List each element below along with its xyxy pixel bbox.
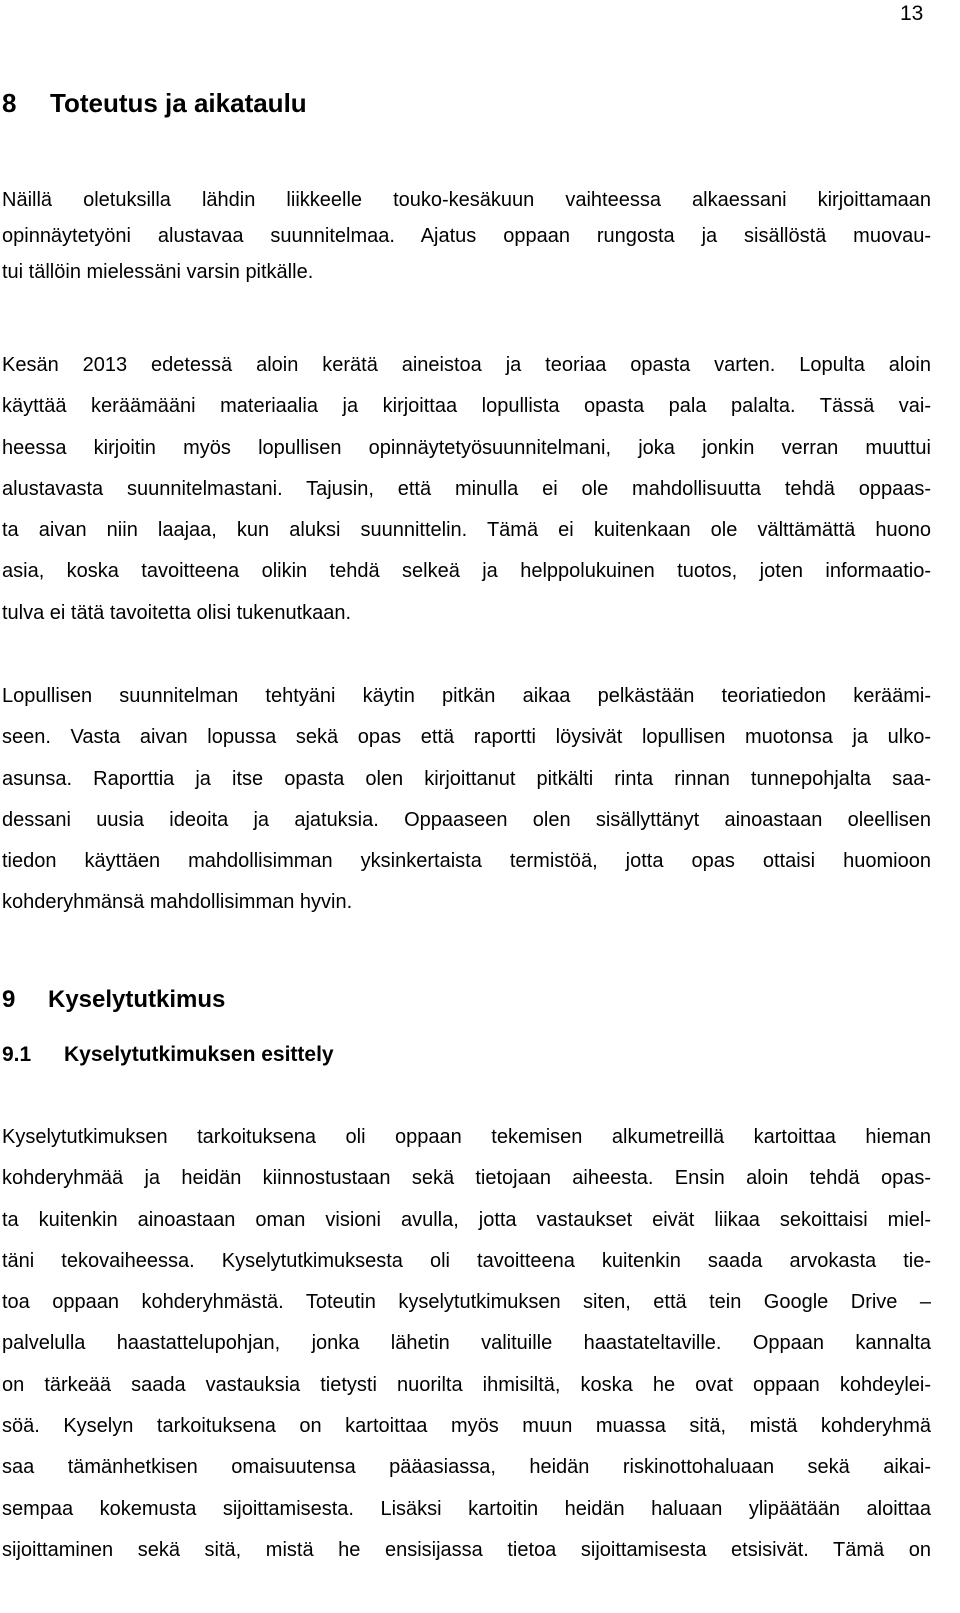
paragraph-line: kohderyhmänsä mahdollisimman hyvin. bbox=[2, 891, 353, 914]
section-heading-9 bbox=[2, 986, 225, 1014]
section-title: Kyselytutkimus bbox=[48, 986, 226, 1013]
paragraph-1 bbox=[2, 182, 931, 290]
section-number: 8 bbox=[2, 88, 17, 118]
paragraph-line: opinnäytetyöni alustavaa suunnitelmaa. Ajatus oppaan rungosta ja sisällöstä muovau- bbox=[2, 225, 931, 247]
section-title: Toteutus ja aikataulu bbox=[50, 88, 307, 118]
paragraph-4 bbox=[2, 1117, 931, 1571]
paragraph-2 bbox=[2, 345, 931, 634]
paragraph-line: sempaa kokemusta sijoittamisesta. Lisäksi kartoitin heidän haluaan ylipäätään aloittaa bbox=[2, 1497, 931, 1520]
paragraph-line: tui tällöin mielessäni varsin pitkälle. bbox=[2, 261, 314, 283]
paragraph-line: alustavasta suunnitelmastani. Tajusin, että minulla ei ole mahdollisuutta tehdä oppaas- bbox=[2, 477, 931, 500]
subsection-number: 9.1 bbox=[2, 1043, 32, 1066]
subsection-title: Kyselytutkimuksen esittely bbox=[64, 1043, 334, 1066]
paragraph-line: on tärkeää saada vastauksia tietysti nuorilta ihmisiltä, koska he ovat oppaan kohdeylei- bbox=[2, 1373, 931, 1396]
paragraph-line: Lopullisen suunnitelman tehtyäni käytin pitkän aikaa pelkästään teoriatiedon keräämi- bbox=[2, 685, 931, 707]
paragraph-line: asunsa. Raporttia ja itse opasta olen kirjoittanut pitkälti rinta rinnan tunnepohjalta saa- bbox=[2, 767, 931, 790]
paragraph-line: Kesän 2013 edetessä aloin kerätä aineistoa ja teoriaa opasta varten. Lopulta aloin bbox=[2, 354, 931, 376]
paragraph-line: ta aivan niin laajaa, kun aluksi suunnittelin. Tämä ei kuitenkaan ole välttämättä huono bbox=[2, 519, 931, 542]
paragraph-line: seen. Vasta aivan lopussa sekä opas että raportti löysivät lopullisen muotonsa ja ulko- bbox=[2, 726, 931, 749]
paragraph-line: Näillä oletuksilla lähdin liikkeelle touko-kesäkuun vaihteessa alkaessani kirjoittamaan bbox=[2, 189, 931, 211]
paragraph-line: saa tämänhetkisen omaisuutensa pääasiassa, heidän riskinottohaluaan sekä aikai- bbox=[2, 1456, 931, 1479]
paragraph-line: palvelulla haastattelupohjan, jonka lähetin valituille haastateltaville. Oppaan kannalta bbox=[2, 1332, 931, 1355]
paragraph-line: sijoittaminen sekä sitä, mistä he ensisijassa tietoa sijoittamisesta etsisivät. Tämä on bbox=[2, 1538, 931, 1561]
paragraph-line: ta kuitenkin ainoastaan oman visioni avulla, jotta vastaukset eivät liikaa sekoittaisi miel- bbox=[2, 1208, 931, 1231]
paragraph-line: dessani uusia ideoita ja ajatuksia. Oppaaseen olen sisällyttänyt ainoastaan oleellisen bbox=[2, 808, 931, 831]
paragraph-line: söä. Kyselyn tarkoituksena on kartoittaa myös muun muassa sitä, mistä kohderyhmä bbox=[2, 1415, 931, 1438]
section-number: 9 bbox=[2, 986, 16, 1013]
paragraph-line: asia, koska tavoitteena olikin tehdä selkeä ja helppolukuinen tuotos, joten informaatio- bbox=[2, 560, 931, 583]
paragraph-line: kohderyhmää ja heidän kiinnostustaan sekä tietojaan aiheesta. Ensin aloin tehdä opas- bbox=[2, 1167, 931, 1190]
subsection-heading-9-1 bbox=[2, 1043, 334, 1067]
paragraph-line: tulva ei tätä tavoitetta olisi tukenutkaan. bbox=[2, 601, 352, 624]
paragraph-3 bbox=[2, 676, 931, 924]
paragraph-line: Kyselytutkimuksen tarkoituksena oli oppaan tekemisen alkumetreillä kartoittaa hieman bbox=[2, 1126, 931, 1148]
page-number: 13 bbox=[900, 2, 924, 25]
section-heading-8 bbox=[2, 88, 307, 119]
paragraph-line: tiedon käyttäen mahdollisimman yksinkertaista termistöä, jotta opas ottaisi huomioon bbox=[2, 850, 931, 873]
paragraph-line: heessa kirjoitin myös lopullisen opinnäytetyösuunnitelmani, joka jonkin verran muuttui bbox=[2, 436, 931, 459]
paragraph-line: täni tekovaiheessa. Kyselytutkimuksesta oli tavoitteena kuitenkin saada arvokasta tie- bbox=[2, 1249, 931, 1272]
paragraph-line: käyttää keräämääni materiaalia ja kirjoittaa lopullista opasta pala palalta. Tässä vai- bbox=[2, 395, 931, 418]
paragraph-line: toa oppaan kohderyhmästä. Toteutin kyselytutkimuksen siten, että tein Google Drive – bbox=[2, 1291, 931, 1314]
